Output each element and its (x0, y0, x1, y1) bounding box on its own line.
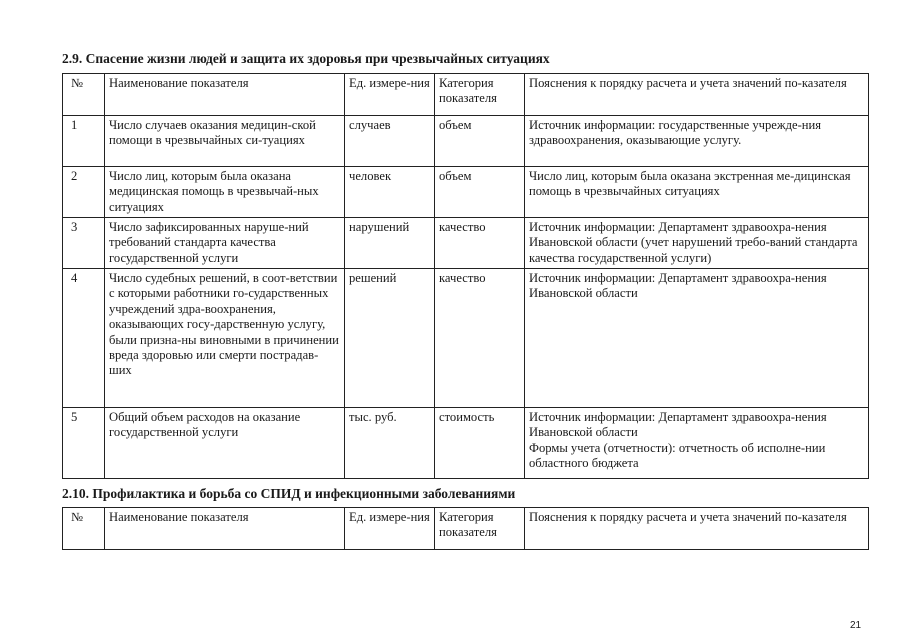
row-category: объем (435, 116, 525, 167)
row-notes (525, 408, 869, 479)
row-unit: случаев (345, 116, 435, 167)
row-num: 2 (63, 167, 105, 218)
table-header-row (63, 74, 869, 116)
row-notes-line: Источник информации: Департамент здравоохра-нения Ивановской области (529, 410, 827, 440)
row-num: 1 (63, 116, 105, 167)
header-num: № (63, 74, 105, 116)
table-row (63, 408, 869, 479)
row-name: Общий объем расходов на оказание государственной услуги (105, 408, 345, 479)
row-name: Число судебных решений, в соот-ветствии с которыми работники го-сударственных учреждений здра-воохранения, оказывающих госу-дарственную услугу, были призна-ны виновными в причинении вреда здоровью или смерти пострадав-ших (105, 269, 345, 408)
row-num: 5 (63, 408, 105, 479)
header-name: Наименование показателя (105, 74, 345, 116)
row-category: стоимость (435, 408, 525, 479)
header-notes: Пояснения к порядку расчета и учета значений по-казателя (525, 508, 869, 550)
row-unit: тыс. руб. (345, 408, 435, 479)
row-name: Число лиц, которым была оказана медицинская помощь в чрезвычай-ных ситуациях (105, 167, 345, 218)
row-category: объем (435, 167, 525, 218)
header-category: Категория показателя (435, 74, 525, 116)
header-num: № (63, 508, 105, 550)
header-name: Наименование показателя (105, 508, 345, 550)
table-row (63, 218, 869, 269)
row-num: 4 (63, 269, 105, 408)
header-category: Категория показателя (435, 508, 525, 550)
row-num: 3 (63, 218, 105, 269)
table-row (63, 269, 869, 408)
row-category: качество (435, 218, 525, 269)
table-row (63, 116, 869, 167)
row-name: Число зафиксированных наруше-ний требований стандарта качества государственной услуги (105, 218, 345, 269)
row-unit: решений (345, 269, 435, 408)
header-unit: Ед. измере-ния (345, 508, 435, 550)
indicators-table-2-10 (62, 507, 869, 550)
row-notes-line: Формы учета (отчетности): отчетность об исполне-нии областного бюджета (529, 440, 826, 471)
row-notes: Источник информации: Департамент здравоохра-нения Ивановской области (учет нарушений требо-ваний стандарта качества государственной услуги) (525, 218, 869, 269)
row-unit: человек (345, 167, 435, 218)
row-notes: Источник информации: государственные учрежде-ния здравоохранения, оказывающие услугу. (525, 116, 869, 167)
header-unit: Ед. измере-ния (345, 74, 435, 116)
row-unit: нарушений (345, 218, 435, 269)
page-number: 21 (850, 620, 862, 631)
row-notes: Источник информации: Департамент здравоохра-нения Ивановской области (525, 269, 869, 408)
row-category: качество (435, 269, 525, 408)
table-row (63, 167, 869, 218)
section-title-2-10: 2.10. Профилактика и борьба со СПИД и инфекционными заболеваниями (62, 486, 516, 501)
header-notes: Пояснения к порядку расчета и учета значений по-казателя (525, 74, 869, 116)
table-header-row (63, 508, 869, 550)
indicators-table-2-9 (62, 73, 869, 479)
row-name: Число случаев оказания медицин-ской помощи в чрезвычайных си-туациях (105, 116, 345, 167)
row-notes: Число лиц, которым была оказана экстренная ме-дицинская помощь в чрезвычайных ситуациях (525, 167, 869, 218)
section-title-2-9: 2.9. Спасение жизни людей и защита их здоровья при чрезвычайных ситуациях (62, 51, 550, 66)
